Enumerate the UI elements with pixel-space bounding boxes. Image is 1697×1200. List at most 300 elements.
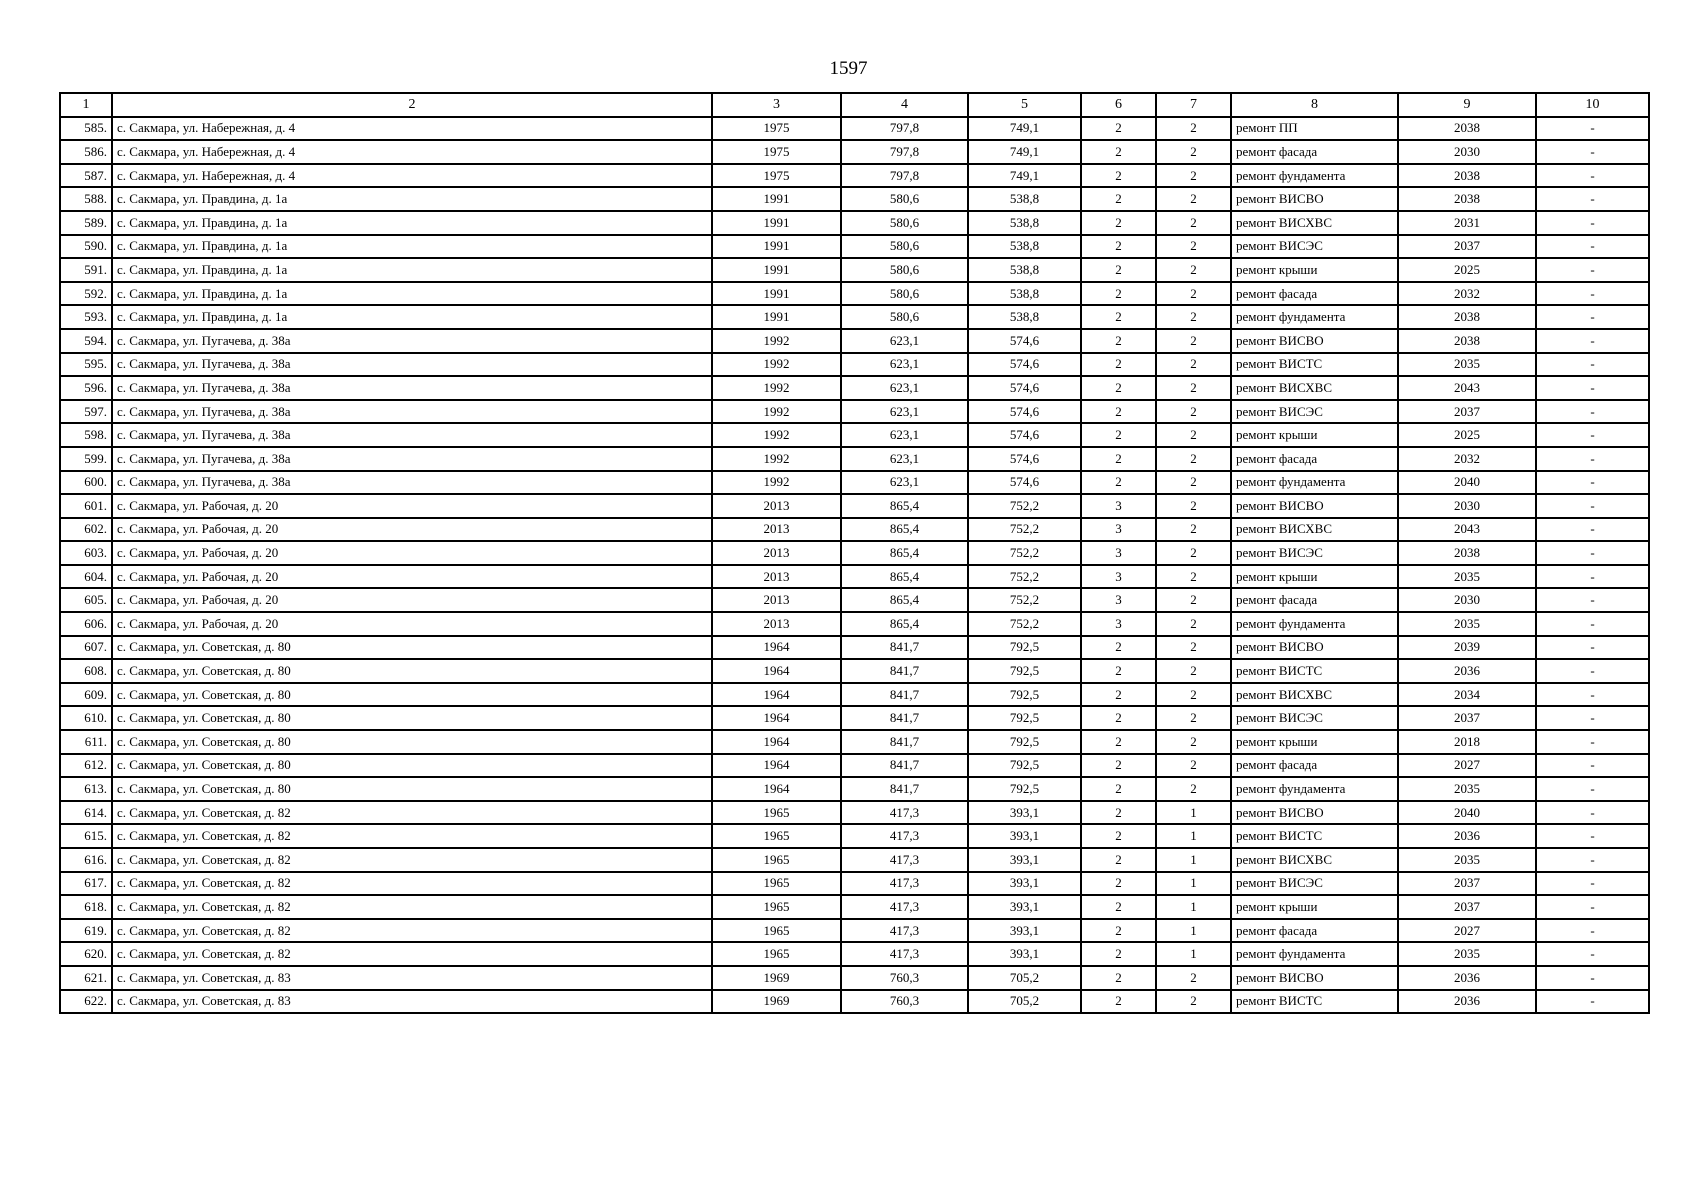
year-built-cell: 1965 <box>712 824 841 848</box>
work-type-cell: ремонт ВИСХВС <box>1231 683 1398 707</box>
table-row <box>60 471 1649 495</box>
total-area-cell: 623,1 <box>841 376 968 400</box>
floors-cell: 2 <box>1081 942 1156 966</box>
entrances-cell: 1 <box>1156 872 1231 896</box>
entrances-cell: 2 <box>1156 140 1231 164</box>
row-number-cell: 599. <box>60 447 112 471</box>
planned-year-cell: 2025 <box>1398 258 1536 282</box>
year-built-cell: 1991 <box>712 305 841 329</box>
work-type-cell: ремонт крыши <box>1231 730 1398 754</box>
work-type-cell: ремонт ВИСВО <box>1231 801 1398 825</box>
note-cell: - <box>1536 305 1649 329</box>
floors-cell: 3 <box>1081 612 1156 636</box>
table-row <box>60 730 1649 754</box>
total-area-cell: 580,6 <box>841 235 968 259</box>
entrances-cell: 2 <box>1156 447 1231 471</box>
row-number-cell: 601. <box>60 494 112 518</box>
living-area-cell: 393,1 <box>968 801 1081 825</box>
year-built-cell: 1965 <box>712 919 841 943</box>
living-area-cell: 792,5 <box>968 683 1081 707</box>
year-built-cell: 1964 <box>712 706 841 730</box>
work-type-cell: ремонт ВИСВО <box>1231 494 1398 518</box>
living-area-cell: 538,8 <box>968 211 1081 235</box>
note-cell: - <box>1536 919 1649 943</box>
year-built-cell: 1992 <box>712 447 841 471</box>
year-built-cell: 2013 <box>712 565 841 589</box>
year-built-cell: 1964 <box>712 683 841 707</box>
work-type-cell: ремонт ВИСТС <box>1231 659 1398 683</box>
address-cell: с. Сакмара, ул. Советская, д. 82 <box>112 942 712 966</box>
floors-cell: 2 <box>1081 164 1156 188</box>
note-cell: - <box>1536 942 1649 966</box>
living-area-cell: 792,5 <box>968 659 1081 683</box>
table-row <box>60 305 1649 329</box>
note-cell: - <box>1536 565 1649 589</box>
year-built-cell: 1991 <box>712 282 841 306</box>
floors-cell: 2 <box>1081 211 1156 235</box>
table-body <box>60 117 1649 1014</box>
row-number-cell: 593. <box>60 305 112 329</box>
column-header-3: 3 <box>712 93 841 117</box>
living-area-cell: 538,8 <box>968 187 1081 211</box>
row-number-cell: 586. <box>60 140 112 164</box>
total-area-cell: 623,1 <box>841 329 968 353</box>
living-area-cell: 752,2 <box>968 565 1081 589</box>
address-cell: с. Сакмара, ул. Советская, д. 82 <box>112 895 712 919</box>
table-row <box>60 777 1649 801</box>
total-area-cell: 417,3 <box>841 824 968 848</box>
floors-cell: 2 <box>1081 117 1156 141</box>
floors-cell: 2 <box>1081 636 1156 660</box>
address-cell: с. Сакмара, ул. Рабочая, д. 20 <box>112 612 712 636</box>
table-row <box>60 872 1649 896</box>
year-built-cell: 1991 <box>712 235 841 259</box>
floors-cell: 2 <box>1081 990 1156 1014</box>
row-number-cell: 609. <box>60 683 112 707</box>
row-number-cell: 614. <box>60 801 112 825</box>
total-area-cell: 623,1 <box>841 471 968 495</box>
floors-cell: 2 <box>1081 400 1156 424</box>
total-area-cell: 841,7 <box>841 754 968 778</box>
living-area-cell: 574,6 <box>968 423 1081 447</box>
work-type-cell: ремонт фасада <box>1231 919 1398 943</box>
living-area-cell: 749,1 <box>968 117 1081 141</box>
planned-year-cell: 2037 <box>1398 872 1536 896</box>
work-type-cell: ремонт ВИСТС <box>1231 990 1398 1014</box>
floors-cell: 2 <box>1081 895 1156 919</box>
planned-year-cell: 2032 <box>1398 282 1536 306</box>
row-number-cell: 602. <box>60 518 112 542</box>
note-cell: - <box>1536 612 1649 636</box>
address-cell: с. Сакмара, ул. Пугачева, д. 38а <box>112 329 712 353</box>
total-area-cell: 623,1 <box>841 423 968 447</box>
entrances-cell: 2 <box>1156 164 1231 188</box>
entrances-cell: 2 <box>1156 636 1231 660</box>
living-area-cell: 538,8 <box>968 282 1081 306</box>
address-cell: с. Сакмара, ул. Советская, д. 82 <box>112 848 712 872</box>
address-cell: с. Сакмара, ул. Советская, д. 82 <box>112 824 712 848</box>
note-cell: - <box>1536 400 1649 424</box>
work-type-cell: ремонт фасада <box>1231 140 1398 164</box>
living-area-cell: 393,1 <box>968 848 1081 872</box>
address-cell: с. Сакмара, ул. Правдина, д. 1а <box>112 235 712 259</box>
row-number-cell: 585. <box>60 117 112 141</box>
table-row <box>60 706 1649 730</box>
total-area-cell: 580,6 <box>841 282 968 306</box>
entrances-cell: 2 <box>1156 211 1231 235</box>
address-cell: с. Сакмара, ул. Советская, д. 80 <box>112 777 712 801</box>
work-type-cell: ремонт ВИСВО <box>1231 329 1398 353</box>
planned-year-cell: 2040 <box>1398 801 1536 825</box>
planned-year-cell: 2039 <box>1398 636 1536 660</box>
year-built-cell: 1991 <box>712 187 841 211</box>
living-area-cell: 749,1 <box>968 140 1081 164</box>
table-row <box>60 329 1649 353</box>
address-cell: с. Сакмара, ул. Пугачева, д. 38а <box>112 376 712 400</box>
address-cell: с. Сакмара, ул. Советская, д. 80 <box>112 706 712 730</box>
year-built-cell: 1964 <box>712 754 841 778</box>
work-type-cell: ремонт фундамента <box>1231 942 1398 966</box>
note-cell: - <box>1536 423 1649 447</box>
row-number-cell: 595. <box>60 353 112 377</box>
column-header-4: 4 <box>841 93 968 117</box>
address-cell: с. Сакмара, ул. Рабочая, д. 20 <box>112 588 712 612</box>
table-row <box>60 353 1649 377</box>
year-built-cell: 1975 <box>712 140 841 164</box>
entrances-cell: 1 <box>1156 895 1231 919</box>
entrances-cell: 2 <box>1156 990 1231 1014</box>
work-type-cell: ремонт ВИСВО <box>1231 966 1398 990</box>
year-built-cell: 1965 <box>712 801 841 825</box>
living-area-cell: 705,2 <box>968 990 1081 1014</box>
row-number-cell: 613. <box>60 777 112 801</box>
planned-year-cell: 2018 <box>1398 730 1536 754</box>
living-area-cell: 792,5 <box>968 754 1081 778</box>
year-built-cell: 1965 <box>712 848 841 872</box>
total-area-cell: 417,3 <box>841 848 968 872</box>
address-cell: с. Сакмара, ул. Пугачева, д. 38а <box>112 353 712 377</box>
year-built-cell: 1965 <box>712 895 841 919</box>
planned-year-cell: 2030 <box>1398 588 1536 612</box>
table-row <box>60 518 1649 542</box>
floors-cell: 2 <box>1081 777 1156 801</box>
total-area-cell: 865,4 <box>841 588 968 612</box>
total-area-cell: 580,6 <box>841 258 968 282</box>
page-number: 1597 <box>829 58 868 79</box>
entrances-cell: 1 <box>1156 919 1231 943</box>
work-type-cell: ремонт ВИСЭС <box>1231 872 1398 896</box>
table-row <box>60 447 1649 471</box>
table-row <box>60 235 1649 259</box>
living-area-cell: 393,1 <box>968 942 1081 966</box>
total-area-cell: 865,4 <box>841 518 968 542</box>
table-row <box>60 919 1649 943</box>
work-type-cell: ремонт ВИСВО <box>1231 187 1398 211</box>
work-type-cell: ремонт ВИСЭС <box>1231 541 1398 565</box>
row-number-cell: 608. <box>60 659 112 683</box>
table-row <box>60 164 1649 188</box>
work-type-cell: ремонт фундамента <box>1231 164 1398 188</box>
total-area-cell: 865,4 <box>841 541 968 565</box>
year-built-cell: 1969 <box>712 990 841 1014</box>
note-cell: - <box>1536 211 1649 235</box>
address-cell: с. Сакмара, ул. Пугачева, д. 38а <box>112 423 712 447</box>
row-number-cell: 594. <box>60 329 112 353</box>
work-type-cell: ремонт крыши <box>1231 565 1398 589</box>
note-cell: - <box>1536 659 1649 683</box>
address-cell: с. Сакмара, ул. Советская, д. 80 <box>112 754 712 778</box>
row-number-cell: 606. <box>60 612 112 636</box>
living-area-cell: 538,8 <box>968 235 1081 259</box>
entrances-cell: 2 <box>1156 518 1231 542</box>
floors-cell: 3 <box>1081 541 1156 565</box>
total-area-cell: 865,4 <box>841 612 968 636</box>
row-number-cell: 610. <box>60 706 112 730</box>
living-area-cell: 749,1 <box>968 164 1081 188</box>
note-cell: - <box>1536 848 1649 872</box>
address-cell: с. Сакмара, ул. Советская, д. 80 <box>112 730 712 754</box>
planned-year-cell: 2035 <box>1398 942 1536 966</box>
row-number-cell: 620. <box>60 942 112 966</box>
address-cell: с. Сакмара, ул. Набережная, д. 4 <box>112 164 712 188</box>
entrances-cell: 1 <box>1156 824 1231 848</box>
address-cell: с. Сакмара, ул. Рабочая, д. 20 <box>112 518 712 542</box>
floors-cell: 2 <box>1081 919 1156 943</box>
address-cell: с. Сакмара, ул. Советская, д. 82 <box>112 872 712 896</box>
floors-cell: 2 <box>1081 258 1156 282</box>
planned-year-cell: 2037 <box>1398 706 1536 730</box>
entrances-cell: 2 <box>1156 565 1231 589</box>
total-area-cell: 841,7 <box>841 730 968 754</box>
total-area-cell: 417,3 <box>841 919 968 943</box>
row-number-cell: 615. <box>60 824 112 848</box>
living-area-cell: 393,1 <box>968 872 1081 896</box>
floors-cell: 2 <box>1081 353 1156 377</box>
total-area-cell: 580,6 <box>841 187 968 211</box>
note-cell: - <box>1536 329 1649 353</box>
planned-year-cell: 2027 <box>1398 754 1536 778</box>
living-area-cell: 393,1 <box>968 895 1081 919</box>
year-built-cell: 1975 <box>712 117 841 141</box>
work-type-cell: ремонт крыши <box>1231 423 1398 447</box>
floors-cell: 3 <box>1081 588 1156 612</box>
address-cell: с. Сакмара, ул. Правдина, д. 1а <box>112 211 712 235</box>
planned-year-cell: 2038 <box>1398 187 1536 211</box>
table-row <box>60 565 1649 589</box>
address-cell: с. Сакмара, ул. Пугачева, д. 38а <box>112 471 712 495</box>
row-number-cell: 622. <box>60 990 112 1014</box>
work-type-cell: ремонт ВИСХВС <box>1231 848 1398 872</box>
table-row <box>60 990 1649 1014</box>
entrances-cell: 1 <box>1156 801 1231 825</box>
year-built-cell: 1992 <box>712 423 841 447</box>
total-area-cell: 580,6 <box>841 305 968 329</box>
total-area-cell: 865,4 <box>841 565 968 589</box>
row-number-cell: 619. <box>60 919 112 943</box>
floors-cell: 3 <box>1081 494 1156 518</box>
note-cell: - <box>1536 990 1649 1014</box>
total-area-cell: 841,7 <box>841 706 968 730</box>
floors-cell: 2 <box>1081 966 1156 990</box>
floors-cell: 3 <box>1081 565 1156 589</box>
row-number-cell: 589. <box>60 211 112 235</box>
living-area-cell: 792,5 <box>968 636 1081 660</box>
planned-year-cell: 2043 <box>1398 376 1536 400</box>
note-cell: - <box>1536 683 1649 707</box>
entrances-cell: 2 <box>1156 235 1231 259</box>
total-area-cell: 841,7 <box>841 636 968 660</box>
row-number-cell: 617. <box>60 872 112 896</box>
planned-year-cell: 2037 <box>1398 895 1536 919</box>
row-number-cell: 600. <box>60 471 112 495</box>
note-cell: - <box>1536 872 1649 896</box>
table-row <box>60 895 1649 919</box>
work-type-cell: ремонт фундамента <box>1231 612 1398 636</box>
planned-year-cell: 2037 <box>1398 235 1536 259</box>
living-area-cell: 574,6 <box>968 376 1081 400</box>
year-built-cell: 1964 <box>712 636 841 660</box>
work-type-cell: ремонт фасада <box>1231 754 1398 778</box>
entrances-cell: 2 <box>1156 612 1231 636</box>
total-area-cell: 797,8 <box>841 117 968 141</box>
address-cell: с. Сакмара, ул. Правдина, д. 1а <box>112 305 712 329</box>
living-area-cell: 705,2 <box>968 966 1081 990</box>
total-area-cell: 760,3 <box>841 990 968 1014</box>
planned-year-cell: 2038 <box>1398 541 1536 565</box>
year-built-cell: 1991 <box>712 211 841 235</box>
living-area-cell: 393,1 <box>968 919 1081 943</box>
floors-cell: 2 <box>1081 305 1156 329</box>
entrances-cell: 2 <box>1156 400 1231 424</box>
row-number-cell: 591. <box>60 258 112 282</box>
table-row <box>60 187 1649 211</box>
year-built-cell: 1964 <box>712 730 841 754</box>
note-cell: - <box>1536 588 1649 612</box>
year-built-cell: 2013 <box>712 494 841 518</box>
work-type-cell: ремонт ВИСХВС <box>1231 211 1398 235</box>
entrances-cell: 2 <box>1156 683 1231 707</box>
planned-year-cell: 2038 <box>1398 117 1536 141</box>
table-row <box>60 494 1649 518</box>
planned-year-cell: 2035 <box>1398 777 1536 801</box>
total-area-cell: 417,3 <box>841 895 968 919</box>
note-cell: - <box>1536 353 1649 377</box>
row-number-cell: 596. <box>60 376 112 400</box>
total-area-cell: 417,3 <box>841 942 968 966</box>
year-built-cell: 1992 <box>712 376 841 400</box>
living-area-cell: 752,2 <box>968 518 1081 542</box>
table-row <box>60 423 1649 447</box>
planned-year-cell: 2038 <box>1398 329 1536 353</box>
work-type-cell: ремонт ВИСЭС <box>1231 235 1398 259</box>
address-cell: с. Сакмара, ул. Набережная, д. 4 <box>112 117 712 141</box>
year-built-cell: 2013 <box>712 612 841 636</box>
work-type-cell: ремонт крыши <box>1231 895 1398 919</box>
row-number-cell: 621. <box>60 966 112 990</box>
living-area-cell: 752,2 <box>968 494 1081 518</box>
planned-year-cell: 2027 <box>1398 919 1536 943</box>
address-cell: с. Сакмара, ул. Советская, д. 80 <box>112 636 712 660</box>
row-number-cell: 618. <box>60 895 112 919</box>
total-area-cell: 841,7 <box>841 777 968 801</box>
row-number-cell: 616. <box>60 848 112 872</box>
year-built-cell: 1964 <box>712 777 841 801</box>
entrances-cell: 2 <box>1156 754 1231 778</box>
note-cell: - <box>1536 471 1649 495</box>
table-row <box>60 588 1649 612</box>
floors-cell: 2 <box>1081 683 1156 707</box>
note-cell: - <box>1536 164 1649 188</box>
column-header-5: 5 <box>968 93 1081 117</box>
total-area-cell: 760,3 <box>841 966 968 990</box>
address-cell: с. Сакмара, ул. Советская, д. 80 <box>112 683 712 707</box>
table-row <box>60 541 1649 565</box>
column-header-2: 2 <box>112 93 712 117</box>
entrances-cell: 2 <box>1156 187 1231 211</box>
planned-year-cell: 2032 <box>1398 447 1536 471</box>
note-cell: - <box>1536 706 1649 730</box>
column-number-header-row <box>60 93 1649 117</box>
table-row <box>60 282 1649 306</box>
work-type-cell: ремонт ВИСЭС <box>1231 400 1398 424</box>
table-row <box>60 942 1649 966</box>
table-row <box>60 376 1649 400</box>
planned-year-cell: 2038 <box>1398 305 1536 329</box>
planned-year-cell: 2036 <box>1398 966 1536 990</box>
floors-cell: 2 <box>1081 848 1156 872</box>
entrances-cell: 2 <box>1156 494 1231 518</box>
floors-cell: 2 <box>1081 801 1156 825</box>
living-area-cell: 574,6 <box>968 329 1081 353</box>
column-header-8: 8 <box>1231 93 1398 117</box>
row-number-cell: 612. <box>60 754 112 778</box>
row-number-cell: 587. <box>60 164 112 188</box>
note-cell: - <box>1536 801 1649 825</box>
note-cell: - <box>1536 235 1649 259</box>
floors-cell: 2 <box>1081 659 1156 683</box>
work-type-cell: ремонт ВИСВО <box>1231 636 1398 660</box>
table-row <box>60 612 1649 636</box>
note-cell: - <box>1536 282 1649 306</box>
row-number-cell: 607. <box>60 636 112 660</box>
entrances-cell: 2 <box>1156 541 1231 565</box>
floors-cell: 2 <box>1081 471 1156 495</box>
address-cell: с. Сакмара, ул. Советская, д. 82 <box>112 919 712 943</box>
planned-year-cell: 2030 <box>1398 494 1536 518</box>
address-cell: с. Сакмара, ул. Советская, д. 83 <box>112 966 712 990</box>
address-cell: с. Сакмара, ул. Набережная, д. 4 <box>112 140 712 164</box>
address-cell: с. Сакмара, ул. Советская, д. 82 <box>112 801 712 825</box>
entrances-cell: 1 <box>1156 848 1231 872</box>
entrances-cell: 2 <box>1156 305 1231 329</box>
entrances-cell: 2 <box>1156 329 1231 353</box>
total-area-cell: 623,1 <box>841 447 968 471</box>
year-built-cell: 1992 <box>712 471 841 495</box>
entrances-cell: 2 <box>1156 282 1231 306</box>
note-cell: - <box>1536 636 1649 660</box>
work-type-cell: ремонт ВИСТС <box>1231 353 1398 377</box>
table-row <box>60 824 1649 848</box>
year-built-cell: 2013 <box>712 541 841 565</box>
living-area-cell: 574,6 <box>968 400 1081 424</box>
note-cell: - <box>1536 966 1649 990</box>
planned-year-cell: 2035 <box>1398 353 1536 377</box>
planned-year-cell: 2036 <box>1398 824 1536 848</box>
row-number-cell: 590. <box>60 235 112 259</box>
work-type-cell: ремонт фундамента <box>1231 471 1398 495</box>
note-cell: - <box>1536 447 1649 471</box>
floors-cell: 2 <box>1081 282 1156 306</box>
